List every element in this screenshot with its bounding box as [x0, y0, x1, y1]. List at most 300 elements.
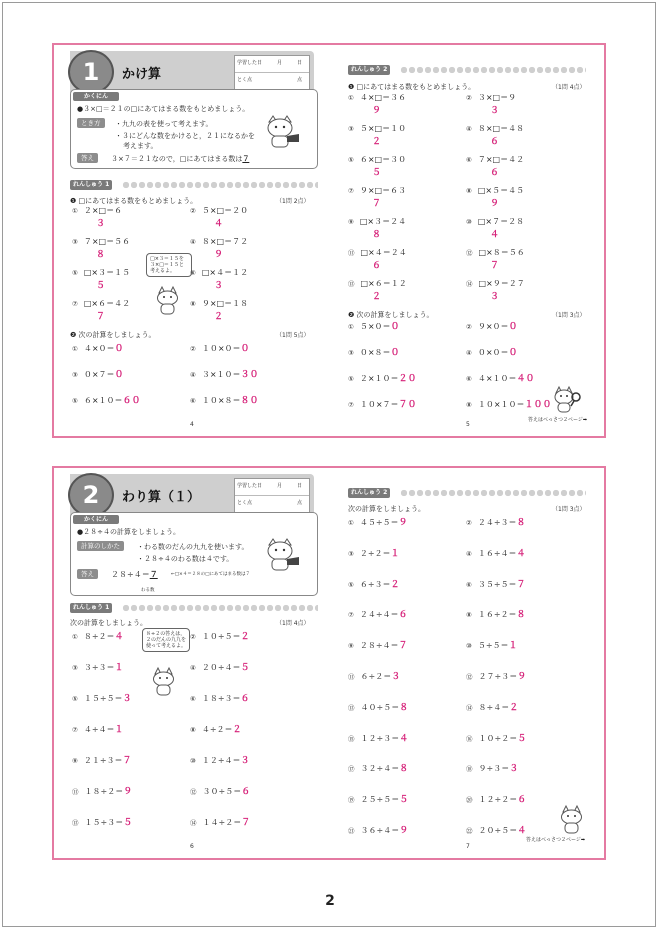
page-6: [54, 468, 330, 858]
question-expression: １８÷２＝: [84, 787, 124, 796]
answer: ８: [516, 610, 526, 621]
question-item: [466, 185, 524, 196]
answer: ９: [123, 787, 133, 797]
question-item: [466, 700, 518, 713]
question-number: ⑭: [190, 819, 197, 827]
question-expression: １０×７＝: [359, 400, 399, 409]
question-expression: ８×□＝４８: [477, 124, 525, 133]
question-expression: ０×７＝: [83, 370, 115, 379]
question-item: [466, 823, 526, 836]
question-number: ⑨: [72, 757, 78, 765]
renshu-1-bar: [70, 180, 320, 190]
question-item: [190, 341, 250, 354]
study-date-label: 学習した日: [237, 60, 263, 66]
question-number: ⑬: [72, 819, 79, 827]
score-label: とく点: [237, 77, 253, 83]
question-number: ④: [190, 664, 196, 672]
question-item: [466, 515, 526, 528]
answer: ８: [516, 518, 526, 528]
question-number: ⑱: [466, 765, 473, 774]
renshu-2-tab: れんしゅう 2: [348, 65, 390, 75]
question-expression: ４×□＝３６: [359, 93, 407, 102]
lesson-number: 1: [68, 50, 114, 94]
renshu-1-tab: れんしゅう 1: [70, 180, 112, 190]
question-number: ⑲: [348, 796, 355, 805]
question-item: [72, 341, 124, 354]
renshu-1-tab: れんしゅう 1: [70, 603, 112, 613]
answer: ９: [398, 518, 408, 528]
question-item: [72, 236, 130, 247]
answer: ６: [241, 787, 251, 797]
renshu-2-bar: [348, 488, 588, 498]
cat-icon: [154, 285, 182, 315]
answer: ７: [122, 756, 132, 766]
answer: ２: [372, 137, 382, 147]
q2-instruction: ❷ 次の計算をしましょう。: [348, 311, 434, 319]
question-number: ⑦: [348, 187, 354, 195]
question-item: [466, 792, 526, 805]
question-number: ②: [466, 519, 472, 527]
score-label: とく点: [237, 500, 253, 506]
question-item: [190, 691, 250, 704]
question-number: ⑮: [348, 734, 355, 743]
question-expression: ２０÷５＝: [478, 826, 518, 835]
question-expression: １０×１０＝: [477, 400, 525, 409]
question-expression: ８÷２＝: [83, 632, 115, 641]
question-item: [348, 792, 408, 805]
answer: ３: [490, 106, 500, 116]
question-number: ⑫: [466, 673, 473, 681]
answer: ２: [390, 579, 400, 590]
question-expression: ５×０＝: [359, 322, 391, 331]
question-expression: □×４＝２４: [360, 248, 407, 257]
renshu-2-tab: れんしゅう 2: [348, 488, 390, 498]
study-date-label: 学習した日: [237, 483, 263, 489]
question-expression: １０×０＝: [201, 344, 241, 353]
question-expression: ９×□＝１８: [201, 299, 249, 308]
question-number: ⑨: [348, 642, 354, 651]
question-number: ①: [72, 345, 78, 353]
question-expression: ７×□＝４２: [477, 155, 525, 164]
question-expression: １８÷３＝: [201, 694, 241, 703]
answer: ０: [390, 348, 400, 358]
question-item: [190, 298, 248, 309]
answer: ７: [490, 261, 500, 271]
question-number: ②: [190, 633, 196, 641]
question-expression: ４０÷５＝: [360, 702, 400, 712]
question-number: ⑩: [466, 218, 472, 226]
question-expression: １０×８＝: [201, 396, 241, 405]
answer: ２: [509, 702, 519, 713]
answer: ５: [399, 795, 409, 806]
book-page-number: 2: [325, 893, 335, 909]
question-number: ⑰: [348, 765, 355, 774]
answer-footnote: 答えはべっさつ２ページ➡: [528, 417, 588, 423]
question-item: [348, 638, 408, 651]
page-number-5: 5: [466, 421, 470, 428]
question-number: ③: [348, 549, 354, 558]
question-item: [190, 393, 259, 406]
question-expression: ９÷３＝: [478, 764, 510, 774]
question-item: [72, 393, 141, 406]
question-expression: ２４÷３＝: [477, 518, 517, 527]
lesson-title: かけ算: [122, 67, 162, 82]
hint-bubble: ８÷２の答えは，２のだんの九九を使って考えるよ。: [142, 628, 190, 652]
answer: ２: [232, 725, 242, 735]
question-expression: １５÷５＝: [83, 694, 123, 703]
cat-icon: [150, 666, 178, 696]
answer: ３: [96, 219, 106, 229]
question-expression: ４×１０＝: [477, 374, 517, 383]
question-expression: □×８＝５６: [478, 248, 525, 257]
question-number: ①: [72, 633, 78, 641]
answer: ８０: [240, 396, 259, 406]
answer-sentence: ３×７＝２１なので，□にあてはまる数は: [111, 155, 243, 163]
answer: ２: [240, 632, 250, 642]
question-number: ⑳: [466, 796, 473, 805]
question-item: [190, 815, 250, 828]
method-line-2: ・３にどんな数をかけると，２１になるかを: [115, 132, 255, 140]
question-item: [348, 278, 407, 289]
question-item: [348, 185, 406, 196]
question-number: ②: [190, 207, 196, 215]
question-expression: ２４÷４＝: [359, 610, 399, 620]
question-expression: ４÷２＝: [201, 725, 233, 734]
question-item: [348, 577, 400, 590]
question-number: ⑬: [348, 703, 355, 712]
question-item: [72, 722, 124, 735]
answer: ４: [517, 826, 527, 836]
question-expression: ３×□＝９: [477, 93, 517, 102]
q1-instruction: ❶ □にあてはまる数をもとめましょう。: [70, 197, 198, 205]
question-expression: １４÷２＝: [202, 818, 242, 827]
question-item: [348, 247, 407, 258]
question-number: ⑭: [466, 280, 473, 288]
question-number: ⑦: [348, 401, 354, 409]
answer: ８: [399, 702, 409, 713]
question-item: [72, 784, 132, 797]
question-item: [72, 367, 124, 380]
question-number: ⑩: [190, 757, 196, 765]
answer: ６０: [122, 396, 141, 406]
question-number: ⑨: [348, 218, 354, 226]
answer: ９: [399, 826, 409, 836]
question-item: [466, 731, 526, 744]
question-expression: ０×８＝: [359, 348, 391, 357]
answer-text: [111, 154, 249, 164]
lesson-title: わり算（１）: [122, 490, 201, 505]
kakunin-problem: ●２８÷４の計算をしましょう。: [77, 528, 180, 536]
method-tag: 計算のしかた: [77, 541, 124, 551]
answer: ９: [517, 672, 527, 682]
page-number-4: 4: [190, 421, 194, 428]
question-number: ⑤: [348, 580, 354, 589]
question-number: ⑧: [466, 611, 472, 620]
answer-expression: [111, 569, 158, 580]
q1-points: （1問 2点）: [276, 198, 310, 205]
question-number: ③: [72, 664, 78, 672]
question-expression: ５÷５＝: [477, 641, 509, 651]
cat-magnifier-icon: [552, 385, 582, 413]
month-label: 月: [277, 483, 283, 489]
question-number: ㉑: [348, 827, 355, 835]
answer: ７: [372, 199, 382, 209]
question-expression: １６÷４＝: [477, 548, 517, 558]
instruction: 次の計算をしましょう。: [70, 619, 147, 627]
answer: ４０: [516, 374, 535, 384]
answer: １: [508, 641, 518, 652]
question-item: [466, 154, 524, 165]
answer: １: [114, 663, 124, 673]
question-item: [348, 731, 408, 744]
answer: ３: [122, 694, 132, 704]
question-item: [190, 267, 248, 278]
question-expression: ７×□＝５６: [83, 237, 131, 246]
question-number: ④: [190, 238, 196, 246]
question-number: ⑧: [190, 300, 196, 308]
question-item: [466, 546, 526, 559]
question-number: ⑤: [72, 695, 78, 703]
answer: ７: [398, 641, 408, 652]
answer: ７: [516, 579, 526, 590]
instruction: 次の計算をしましょう。: [348, 505, 425, 513]
answer: ２０: [398, 374, 417, 384]
answer: １: [114, 725, 124, 735]
question-number: ②: [466, 94, 472, 102]
q2-points: （1問 5点）: [276, 332, 310, 339]
question-expression: １２÷４＝: [201, 756, 241, 765]
question-expression: ３×１０＝: [201, 370, 241, 379]
answer: ０: [114, 344, 124, 354]
question-item: [466, 123, 524, 134]
answer: ６: [240, 694, 250, 704]
question-expression: ２８÷４＝: [359, 641, 399, 651]
question-item: [466, 278, 525, 289]
answer: ６: [372, 261, 382, 271]
question-number: ⑯: [466, 734, 473, 743]
answer: ８: [372, 230, 382, 240]
answer-value: ７: [242, 155, 250, 163]
question-number: ⑦: [72, 300, 78, 308]
question-expression: ２７÷３＝: [478, 672, 518, 681]
kakunin-tab: かくにん: [73, 92, 119, 101]
question-number: ⑪: [348, 673, 355, 681]
answer: ５: [517, 733, 527, 744]
question-item: [348, 700, 408, 713]
question-expression: □×４＝１２: [201, 268, 249, 277]
question-number: ⑧: [190, 726, 196, 734]
question-item: [348, 216, 406, 227]
cat-pointing-icon: [261, 114, 303, 150]
question-expression: □×６＝４２: [83, 299, 131, 308]
question-item: [72, 660, 124, 673]
day-label: 日: [297, 60, 303, 66]
question-expression: ４÷４＝: [83, 725, 115, 734]
question-item: [348, 397, 417, 410]
question-expression: ９×０＝: [477, 322, 509, 331]
answer: １００: [524, 400, 552, 410]
question-expression: １６÷２＝: [477, 610, 517, 620]
question-expression: ２÷２＝: [359, 548, 391, 558]
question-item: [466, 92, 516, 103]
question-expression: □×６＝１２: [360, 279, 407, 288]
answer: ７: [241, 818, 251, 828]
question-expression: ２１÷３＝: [83, 756, 123, 765]
question-item: [72, 753, 132, 766]
kakunin-tab: かくにん: [73, 515, 119, 524]
q1-points: （1問 4点）: [552, 84, 586, 91]
answer: ９: [214, 250, 224, 260]
question-item: [348, 345, 400, 358]
question-expression: ３÷３＝: [83, 663, 115, 672]
answer-note: ←□×４＝２８の□にあてはまる数は７: [171, 572, 251, 577]
method-line-1: ・わる数のだんの九九を使います。: [137, 543, 249, 551]
page-number-6: 6: [190, 843, 194, 850]
question-number: ⑤: [348, 375, 354, 383]
question-expression: ３５÷５＝: [477, 579, 517, 589]
question-item: [348, 154, 406, 165]
lesson-header: [70, 474, 314, 516]
answer: ６: [398, 610, 408, 621]
answer: ０: [390, 322, 400, 332]
question-number: ⑥: [190, 397, 196, 405]
question-expression: ４５÷５＝: [359, 518, 399, 527]
page-7: [330, 468, 604, 858]
question-item: [466, 669, 526, 682]
question-number: ③: [348, 125, 354, 133]
answer: ０: [508, 322, 518, 332]
question-number: ③: [348, 349, 354, 357]
question-item: [348, 607, 408, 620]
answer: ４: [399, 733, 409, 744]
answer-expr: ２８÷４＝: [111, 570, 150, 579]
question-number: ②: [466, 323, 472, 331]
answer: ７: [96, 312, 106, 322]
answer: ７０: [398, 400, 417, 410]
question-number: ⑦: [348, 611, 354, 620]
question-number: ⑥: [466, 375, 472, 383]
question-number: ⑤: [72, 269, 78, 277]
answer-tag: 答え: [77, 153, 98, 163]
question-item: [348, 669, 400, 682]
question-item: [72, 298, 130, 309]
question-item: [466, 319, 518, 332]
question-expression: ５×□＝２０: [201, 206, 249, 215]
question-number: ⑭: [466, 703, 473, 712]
question-expression: ３６÷４＝: [360, 826, 400, 835]
question-number: ⑫: [466, 249, 473, 257]
question-expression: １０÷２＝: [478, 733, 518, 743]
question-item: [72, 629, 124, 642]
score-unit: 点: [297, 77, 303, 83]
points: （1問 3点）: [552, 506, 586, 513]
answer: ８: [96, 250, 106, 260]
answer: ０: [508, 348, 518, 358]
question-item: [190, 629, 250, 642]
page-5: [330, 45, 604, 436]
answer: ０: [240, 344, 250, 354]
score-unit: 点: [297, 500, 303, 506]
method-line-1: ・九九の表を使って考えます。: [115, 120, 213, 128]
question-number: ①: [72, 207, 78, 215]
question-number: ⑤: [72, 397, 78, 405]
question-item: [466, 577, 526, 590]
question-number: ①: [348, 94, 354, 102]
question-number: ⑥: [190, 269, 196, 277]
question-number: ⑫: [190, 788, 197, 796]
question-number: ①: [348, 519, 354, 527]
answer-tag: 答え: [77, 569, 98, 579]
answer: ５: [372, 168, 382, 178]
question-expression: ２０÷４＝: [201, 663, 241, 672]
cat-icon: [558, 804, 586, 834]
question-item: [190, 660, 250, 673]
method-tag: とき方: [77, 118, 105, 128]
page-4: [54, 45, 330, 436]
answer: ６: [517, 795, 527, 806]
question-expression: ３２÷４＝: [360, 764, 400, 774]
question-expression: ０×０＝: [477, 348, 509, 357]
question-expression: ９×□＝６３: [359, 186, 407, 195]
question-item: [72, 205, 122, 216]
question-number: ㉒: [466, 827, 473, 835]
question-number: ⑪: [348, 249, 355, 257]
question-number: ④: [466, 349, 472, 357]
question-item: [466, 216, 524, 227]
question-item: [466, 345, 518, 358]
answer: ３: [490, 292, 500, 302]
kakunin-box: [70, 512, 318, 596]
question-item: [348, 546, 400, 559]
divisor-note: わる数: [141, 588, 155, 593]
question-item: [72, 815, 132, 828]
question-expression: １０÷５＝: [201, 632, 241, 641]
question-expression: ３０÷５＝: [202, 787, 242, 796]
question-item: [348, 515, 408, 528]
question-expression: □×５＝４５: [477, 186, 525, 195]
question-expression: ５×□＝１０: [359, 124, 407, 133]
points: （1問 4点）: [276, 620, 310, 627]
answer: ４: [490, 230, 500, 240]
answer: １: [390, 548, 400, 559]
question-expression: □×３＝１５: [83, 268, 131, 277]
question-item: [466, 607, 526, 620]
question-number: ③: [72, 238, 78, 246]
spread-division: [52, 466, 606, 860]
answer: ５: [96, 281, 106, 291]
question-item: [348, 371, 417, 384]
kakunin-problem: ●３×□＝２１の□にあてはまる数をもとめましょう。: [77, 105, 250, 113]
question-number: ⑥: [190, 695, 196, 703]
method-line-2: ・２８÷４のわる数は４です。: [137, 555, 234, 563]
answer: ４: [114, 632, 124, 642]
answer: ８: [399, 764, 409, 775]
question-item: [190, 236, 248, 247]
question-number: ⑬: [348, 280, 355, 288]
answer: ４: [516, 548, 526, 559]
answer: ６: [490, 168, 500, 178]
question-item: [348, 123, 406, 134]
q2-instruction: ❷ 次の計算をしましょう。: [70, 331, 156, 339]
answer: ３: [240, 756, 250, 766]
answer: ４: [214, 219, 224, 229]
answer: ５: [123, 818, 133, 828]
question-number: ⑧: [466, 401, 472, 409]
page-number-7: 7: [466, 843, 470, 850]
question-item: [466, 638, 518, 651]
question-expression: ２×□＝６: [83, 206, 123, 215]
question-expression: ２×１０＝: [359, 374, 399, 383]
